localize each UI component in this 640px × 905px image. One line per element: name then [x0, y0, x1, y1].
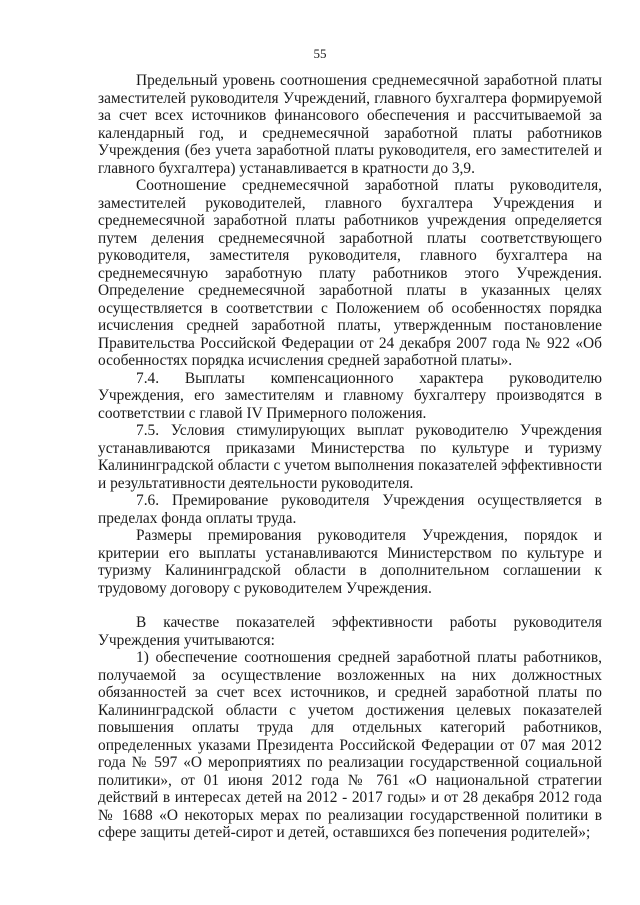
paragraph-ratio-definition: Соотношение среднемесячной заработной платы руководителя, заместителей руководителей, главного бухгалтера Учреждения и среднемесячной заработной платы работников учреждения определяется путем деления среднемесячной заработной платы соответствующего руководителя, заместителя руководителя, главного бухгалтера на среднемесячную заработную плату работников этого Учреждения. Определение среднемесячной заработной платы в указанных целях осуществляется в соответствии с Положением об особенностях порядка исчисления средней заработной платы, утвержденным постановление Правительства Российской Федерации от 24 декабря 2007 года № 922 «Об особенностях порядка исчисления средней заработной платы».: [98, 177, 602, 369]
paragraph-indicator-1: 1) обеспечение соотношения средней заработной платы работников, получаемой за осуществление возложенных на них должностных обязанностей за счет всех источников, и средней заработной платы по Калининградской области с учетом достижения целевых показателей повышения оплаты труда для отдельных категорий работников, определенных указами Президента Российской Федерации от 07 мая 2012 года № 597 «О мероприятиях по реализации государственной социальной политики», от 01 июня 2012 года № 761 «О национальной стратегии действий в интересах детей на 2012 - 2017 годы» и от 28 декабря 2012 года № 1688 «О некоторых мерах по реализации государственной политики в сфере защиты детей-сирот и детей, оставшихся без попечения родителей»;: [98, 649, 602, 841]
paragraph-indicators-intro: В качестве показателей эффективности работы руководителя Учреждения учитываются:: [98, 614, 602, 649]
paragraph-ratio-deputies: Предельный уровень соотношения среднемесячной заработной платы заместителей руководителя Учреждений, главного бухгалтера формируемой за счет всех источников финансового обеспечения и рассчитываемой за календарный год, и среднемесячной заработной платы работников Учреждения (без учета заработной платы руководителя, его заместителей и главного бухгалтера) устанавливается в кратности до 3,9.: [98, 72, 602, 177]
paragraph-bonus-sizes: Размеры премирования руководителя Учреждения, порядок и критерии его выплаты устанавливаются Министерством по культуре и туризму Калининградской области в дополнительном соглашении к трудовому договору с руководителем Учреждения.: [98, 527, 602, 597]
paragraph-7-6: 7.6. Премирование руководителя Учреждения осуществляется в пределах фонда оплаты труда.: [98, 492, 602, 527]
paragraph-7-4: 7.4. Выплаты компенсационного характера руководителю Учреждения, его заместителям и главному бухгалтеру производятся в соответствии с главой IV Примерного положения.: [98, 369, 602, 422]
paragraph-7-5: 7.5. Условия стимулирующих выплат руководителю Учреждения устанавливаются приказами Министерства по культуре и туризму Калининградской области с учетом выполнения показателей эффективности и результативности деятельности руководителя.: [98, 422, 602, 492]
page-number: 55: [313, 46, 327, 61]
document-body: [98, 72, 602, 842]
